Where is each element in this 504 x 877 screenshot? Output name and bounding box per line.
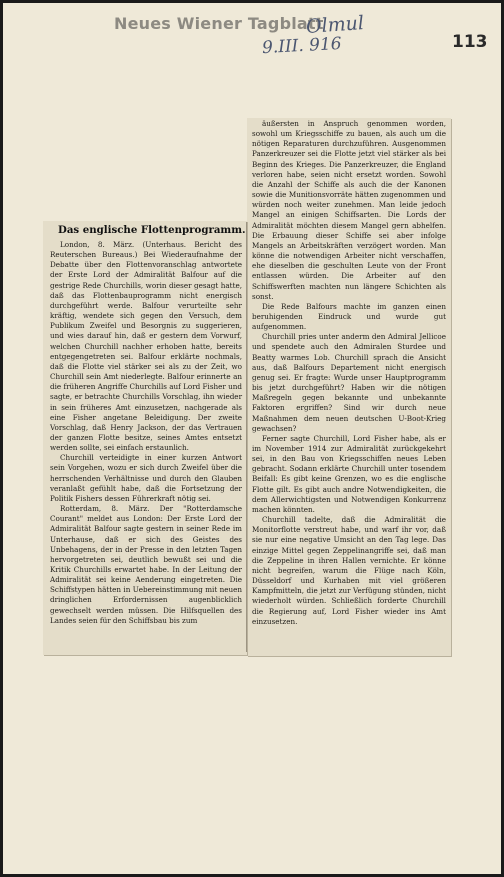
page-number: 113 — [452, 32, 488, 52]
column-divider — [246, 222, 247, 652]
article-right-column — [252, 119, 446, 627]
article-headline: Das englische Flottenprogramm. — [58, 224, 246, 236]
article-paragraph: Rotterdam, 8. März. Der "Rotterdamsche Courant" meldet aus London: Der Erste Lord der Admiralität Balfour sagte gestern in seiner Rede im Unterhause, daß er sich des Geistes des Unbehagens, der in der Presse in den letzten Tagen hervorgetreten sei, deutlich bewußt sei und die Kritik Churchills erwartet habe. In der Leitung der Admiralität sei keine Aenderung eingetreten. Die Schiffstypen hätten in Uebereinstimmung mit neuen dringlichen Erfordernissen augenblicklich gewechselt werden müssen. Die Hilfsquellen des Landes seien für den Schiffsbau bis zum — [50, 504, 242, 625]
article-paragraph: Ferner sagte Churchill, Lord Fisher habe, als er im November 1914 zur Admiralität zurückgekehrt sei, in den Bau von Kriegsschiffen neues Leben gebracht. Sodann erklärte Churchill unter tosendem Beifall: Es gibt keine Grenzen, wo es die englische Flotte gilt. Es gibt auch andre Notwendigkeiten, die dem Allerwichtigsten und Notwendigen Konkurrenz machen könnten. — [252, 433, 446, 514]
article-paragraph: äußersten in Anspruch genommen worden, sowohl um Kriegsschiffe zu bauen, als auch um die nötigen Reparaturen durchzuführen. Ausgenommen Panzerkreuzer sei die Flotte jetzt viel stärker als bei Beginn des Krieges. Die Panzerkreuzer, die England verloren habe, seien nicht ersetzt worden. Sowohl die Anzahl der Schiffe als auch die der Kanonen sowie die Munitionsvorräte hätten zugenommen und würden noch weiter zunehmen. Man leide jedoch Mangel an einigen Schiffsarten. Die Lords der Admiralität möchten diesem Mangel gern abhelfen. Die Erbauung dieser Schiffe sei aber infolge Mangels an Arbeitskräften verzögert worden. Man könne die notwendigen Arbeiter nicht verschaffen, ehe dieselben die geschulten Leute von der Front entlassen würden. Die Arbeiter auf den Schiffswerften machten nun längere Schichten als sonst. — [252, 119, 446, 301]
article-paragraph: London, 8. März. (Unterhaus. Bericht des Reuterschen Bureaus.) Bei Wiederaufnahme der Debatte über den Flottenvoranschlag antwortete der Erste Lord der Admiralität Balfour auf die gestrige Rede Churchills, worin dieser gesagt hatte, daß das Flottenbauprogramm nicht energisch durchgeführt werde. Balfour verurteilte sehr kräftig, wendete sich gegen den Versuch, dem Publikum Zweifel und Besorgnis zu suggerieren, und wies darauf hin, daß er gestern dem Vorwurf, welchen Churchill nachher erhoben hatte, bereits entgegengetreten sei. Balfour erklärte nochmals, daß die Flotte viel stärker sei als zu der Zeit, wo Churchill sein Amt niederlegte. Balfour erinnerte an die früheren Angriffe Churchills auf Lord Fisher und sagte, er betrachte Churchills Vorschlag, ihn wieder in sein früheres Amt einzusetzen, nachgerade als eine Fisher angetane Beleidigung. Der zweite Vorschlag, daß Henry Jackson, der das Vertrauen der ganzen Flotte besitze, seines Amtes entsetzt werden sollte, sei einfach erstaunlich. — [50, 240, 242, 453]
article-paragraph: Churchill tadelte, daß die Admiralität die Monitorflotte verstreut habe, und warf ihr vor, daß sie nur eine negative Umsicht an den Tag lege. Das einzige Mittel gegen Zeppelinangriffe sei, daß man die Zeppeline in ihren Hallen vernichte. Er könne nicht begreifen, warum die Flüge nach Köln, Düsseldorf und Kurhaben mit viel größeren Kampfmitteln, die jetzt zur Verfügung stünden, nicht wiederholt würden. Schließlich forderte Churchill die Regierung auf, Lord Fisher wieder ins Amt einzusetzen. — [252, 515, 446, 626]
article-left-column — [50, 240, 242, 626]
article-paragraph: Die Rede Balfours machte im ganzen einen beruhigenden Eindruck und wurde gut aufgenommen. — [252, 301, 446, 332]
handwritten-annotation-name: Olmul — [305, 12, 365, 38]
article-paragraph: Churchill verteidigte in einer kurzen Antwort sein Vorgehen, wozu er sich durch Zweifel über die herrschenden Verhältnisse und durch den Glauben veranlaßt gefühlt habe, daß die Fortsetzung der Politik Fishers dessen Führerkraft nötig sei. — [50, 453, 242, 503]
handwritten-annotation-date: 9.III. 916 — [261, 33, 343, 59]
newspaper-masthead: Neues Wiener Tagblatt — [114, 14, 324, 33]
article-paragraph: Churchill pries unter anderm den Admiral Jellicoe und spendete auch den Admiralen Sturdee und Beatty warmes Lob. Churchill sprach die Ansicht aus, daß Balfours Departement nicht energisch genug sei. Er fragte: Wurde unser Hauptprogramm bis jetzt durchgeführt? Haben wir die nötigen Maßregeln gegen bekannte und unbekannte Faktoren ergriffen? Sind wir durch neue Maßnahmen dem neuen deutschen U-Boot-Krieg gewachsen? — [252, 332, 446, 433]
